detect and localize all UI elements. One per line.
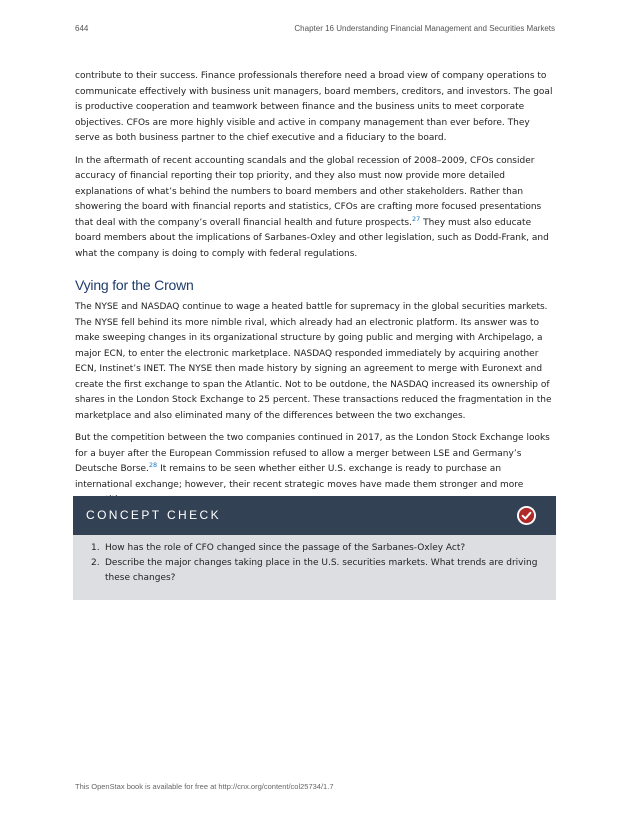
list-item: 1. How has the role of CFO changed since the passage of the Sarbanes-Oxley Act?: [91, 543, 466, 553]
section-heading: Vying for the Crown: [75, 277, 194, 293]
paragraph-cfo-role: contribute to their success. Finance professionals therefore need a broad view of company operations to communicate effectively with business unit managers, board members, creditors, and investors. The goal is productive cooperation and teamwork between finance and the business units to meet corporate objectives. CFOs are more highly visible and active in company management than ever before. They serve as both business partner to the chief executive and a fiduciary to the board.: [75, 71, 553, 143]
paragraph-nyse-nasdaq: The NYSE and NASDAQ continue to wage a heated battle for supremacy in the global securities markets. The NYSE fell behind its more nimble rival, which already had an electronic platform. Its answer was to make sweeping changes in its organizational structure by going public and merging with Archipelago, a major ECN, to enter the electronic marketplace. NASDAQ responded immediately by acquiring another ECN, Instinet’s INET. The NYSE then made history by signing an agreement to merge with Euronext and create the first exchange to span the Atlantic. Not to be outdone, the NASDAQ increased its ownership of shares in the London Stock Exchange to 25 percent. These transactions reduced the fragmentation in the marketplace and also eliminated many of the differences between the two exchanges.: [75, 302, 552, 421]
checkmark-icon: [517, 506, 536, 525]
paragraph-cfo-priorities: In the aftermath of recent accounting scandals and the global recession of 2008–2009, CFOs consider accuracy of financial reporting their top priority, and they also must now provide more detailed explanations of what’s behind the numbers to board members and other stakeholders. Rather than showering the board with financial reports and statistics, CFOs are crafting more focused presentations that deal with the company’s overall financial health and future prospects.$^{27}$ They must also educate board members about the implications of Sarbanes-Oxley and other legislation, such as Dodd-Frank, and what the company is doing to comply with federal regulations.: [75, 155, 549, 259]
concept-check-list: [73, 535, 556, 586]
concept-check-header: [73, 496, 556, 535]
page-number: 644: [75, 24, 89, 33]
chapter-title: Chapter 16 Understanding Financial Management and Securities Markets: [294, 24, 555, 33]
paragraph-competition: But the competition between the two companies continued in 2017, as the London Stock Exchange looks for a buyer after the European Commission refused to allow a merger between LSE and Germany’s Deutsche Borse.$^{28}$ It remains to be seen whether either U.S. exchange is ready to purchase an international exchange; however, their recent strategic moves have made them stronger and more: [75, 433, 550, 490]
page-header: [75, 24, 555, 36]
concept-check-box: [73, 496, 556, 600]
page-footer: This OpenStax book is available for free at http://cnx.org/content/col25734/1.7: [75, 782, 334, 791]
main-content: [75, 69, 555, 516]
footnote-ref-28[interactable]: 28: [148, 461, 158, 469]
list-item: 2. Describe the major changes taking place in the U.S. securities markets. What trends are driving these changes?: [91, 558, 538, 583]
footnote-ref-27[interactable]: 27: [411, 214, 421, 223]
concept-check-title: CONCEPT CHECK: [86, 508, 221, 522]
